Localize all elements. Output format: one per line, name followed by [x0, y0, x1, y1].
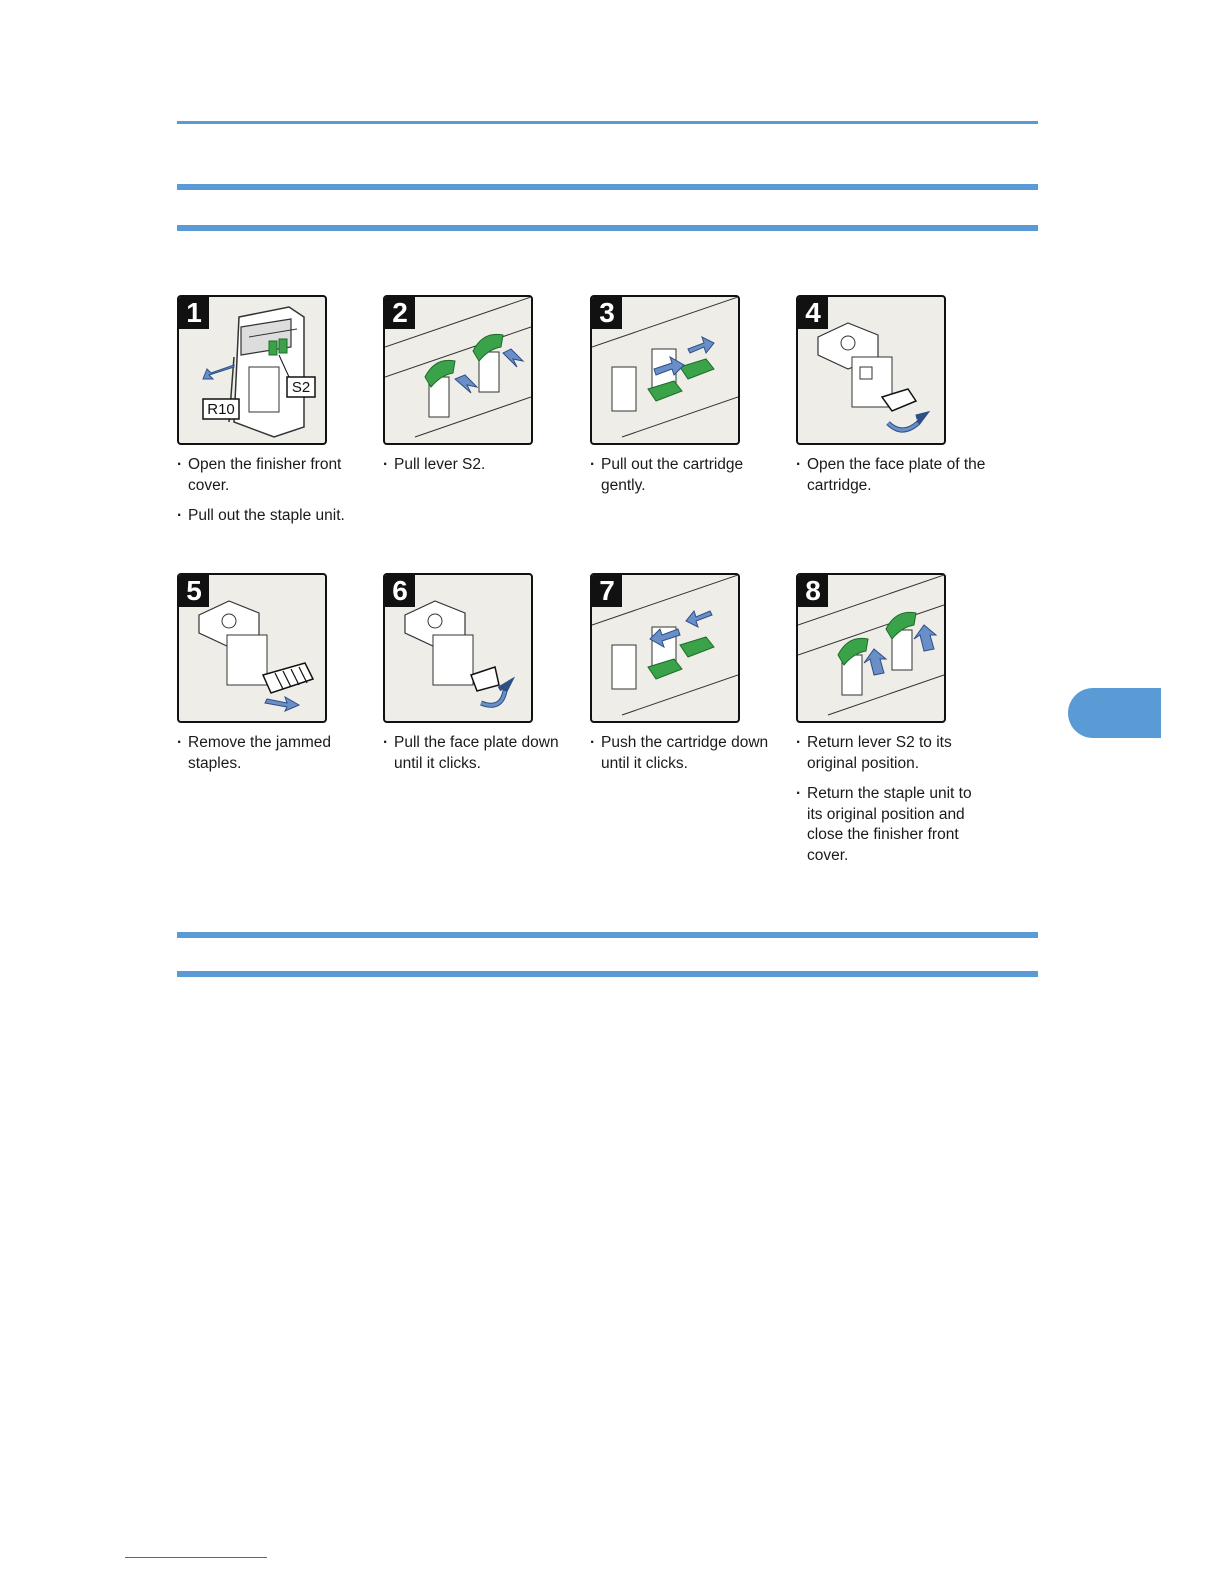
step-3-illustration	[590, 295, 740, 445]
section-rule-bottom-1	[177, 932, 1038, 938]
s2-label: S2	[291, 379, 311, 396]
step-4-illustration	[796, 295, 946, 445]
step-8	[796, 573, 986, 876]
step-number: 2	[385, 297, 415, 329]
instruction-text: · Open the finisher front cover.	[177, 455, 367, 496]
section-rule-top-2	[177, 225, 1038, 231]
step-4-instructions	[796, 455, 986, 496]
footer-link-underline	[125, 1557, 267, 1558]
step-5-instructions	[177, 733, 367, 774]
chapter-tab-marker	[1068, 688, 1161, 738]
step-number: 1	[179, 297, 209, 329]
step-7	[590, 573, 780, 784]
step-number: 3	[592, 297, 622, 329]
step-6-instructions	[383, 733, 573, 774]
instruction-text: · Pull lever S2.	[383, 455, 573, 476]
instruction-text: · Remove the jammed staples.	[177, 733, 367, 774]
step-number: 7	[592, 575, 622, 607]
instruction-text: · Return the staple unit to its original position and close the finisher front cover.	[796, 784, 986, 866]
instruction-text: · Pull out the cartridge gently.	[590, 455, 780, 496]
step-7-illustration	[590, 573, 740, 723]
instruction-text: · Open the face plate of the cartridge.	[796, 455, 986, 496]
step-7-instructions	[590, 733, 780, 774]
section-rule-top-1	[177, 184, 1038, 190]
step-number: 4	[798, 297, 828, 329]
section-rule-bottom-2	[177, 971, 1038, 977]
header-rule	[177, 121, 1038, 124]
step-8-instructions	[796, 733, 986, 866]
instruction-text: · Push the cartridge down until it clicks.	[590, 733, 780, 774]
step-1-instructions	[177, 455, 367, 527]
step-5	[177, 573, 367, 784]
step-number: 8	[798, 575, 828, 607]
step-2-instructions	[383, 455, 573, 476]
step-4	[796, 295, 986, 506]
step-1	[177, 295, 367, 537]
step-3-instructions	[590, 455, 780, 496]
step-5-illustration	[177, 573, 327, 723]
step-3	[590, 295, 780, 506]
step-2	[383, 295, 573, 486]
instruction-text: · Pull the face plate down until it clicks.	[383, 733, 573, 774]
step-number: 6	[385, 575, 415, 607]
r10-label: R10	[207, 401, 235, 418]
step-8-illustration	[796, 573, 946, 723]
instruction-text: · Return lever S2 to its original position.	[796, 733, 986, 774]
step-number: 5	[179, 575, 209, 607]
step-6-illustration	[383, 573, 533, 723]
step-1-illustration	[177, 295, 327, 445]
instruction-text: · Pull out the staple unit.	[177, 506, 367, 527]
step-2-illustration	[383, 295, 533, 445]
step-6	[383, 573, 573, 784]
